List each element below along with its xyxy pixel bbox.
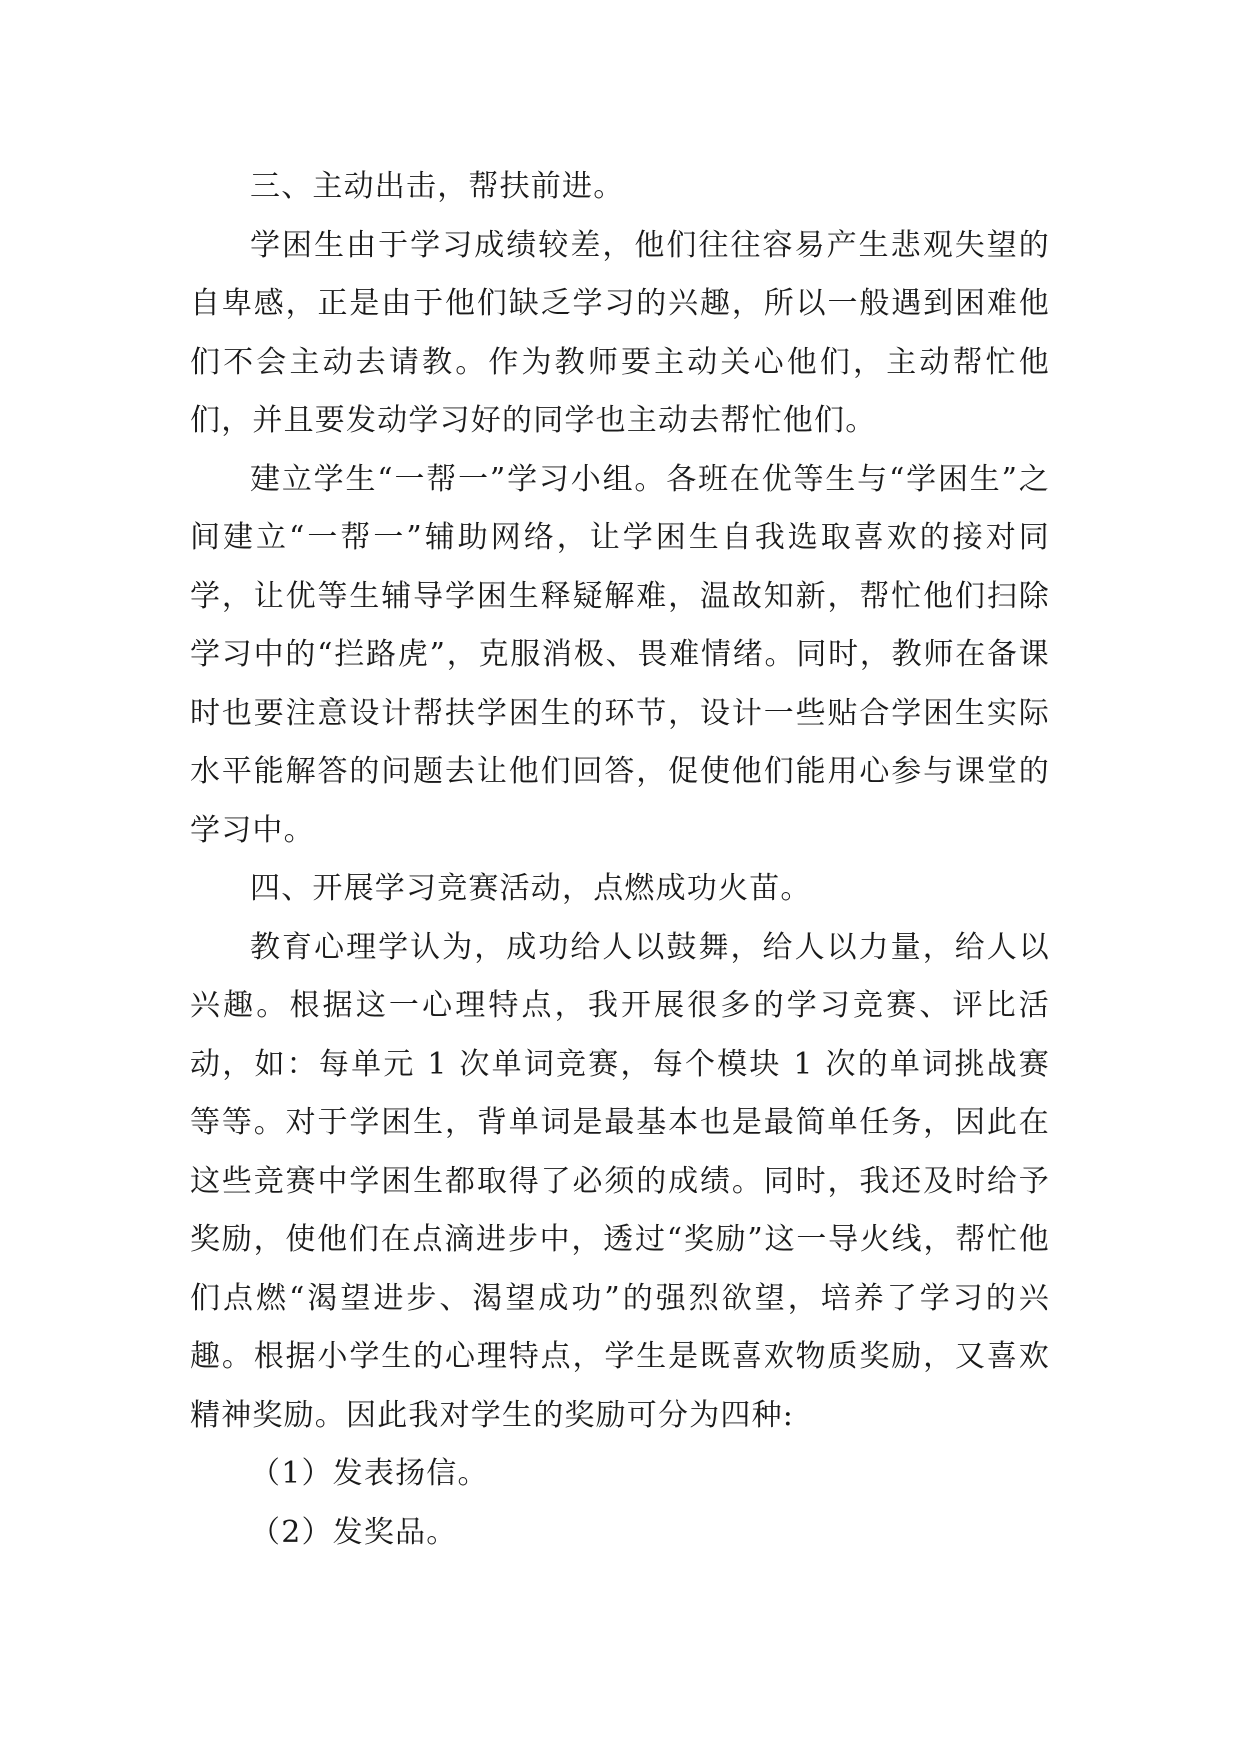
document-body [190, 158, 1050, 1562]
body-paragraph: 建立学生“一帮一”学习小组。各班在优等生与“学困生”之间建立“一帮一”辅助网络，让学困生自我选取喜欢的接对同学，让优等生辅导学困生释疑解难，温故知新，帮忙他们扫除学习中的“拦路虎”，克服消极、畏难情绪。同时，教师在备课时也要注意设计帮扶学困生的环节，设计一些贴合学困生实际水平能解答的问题去让他们回答，促使他们能用心参与课堂的学习中。 [190, 461, 1050, 848]
body-paragraph: 学困生由于学习成绩较差，他们往往容易产生悲观失望的自卑感，正是由于他们缺乏学习的兴趣，所以一般遇到困难他们不会主动去请教。作为教师要主动关心他们，主动帮忙他们，并且要发动学习好的同学也主动去帮忙他们。 [190, 227, 1050, 438]
body-paragraph: 教育心理学认为，成功给人以鼓舞，给人以力量，给人以兴趣。根据这一心理特点，我开展很多的学习竞赛、评比活动，如：每单元 1 次单词竞赛，每个模块 1 次的单词挑战赛等等。对于学困生，背单词是最基本也是最简单任务，因此在这些竞赛中学困生都取得了必须的成绩。同时，我还及时给予奖励，使他们在点滴进步中，透过“奖励”这一导火线，帮忙他们点燃“渴望进步、渴望成功”的强烈欲望，培养了学习的兴趣。根据小学生的心理特点，学生是既喜欢物质奖励，又喜欢精神奖励。因此我对学生的奖励可分为四种: [190, 929, 1050, 1433]
section-heading-3: 三、主动出击，帮扶前进。 [250, 169, 625, 204]
list-item: （2）发奖品。 [250, 1514, 458, 1550]
section-heading-4: 四、开展学习竞赛活动，点燃成功火苗。 [250, 871, 812, 906]
list-item: （1）发表扬信。 [250, 1456, 489, 1491]
